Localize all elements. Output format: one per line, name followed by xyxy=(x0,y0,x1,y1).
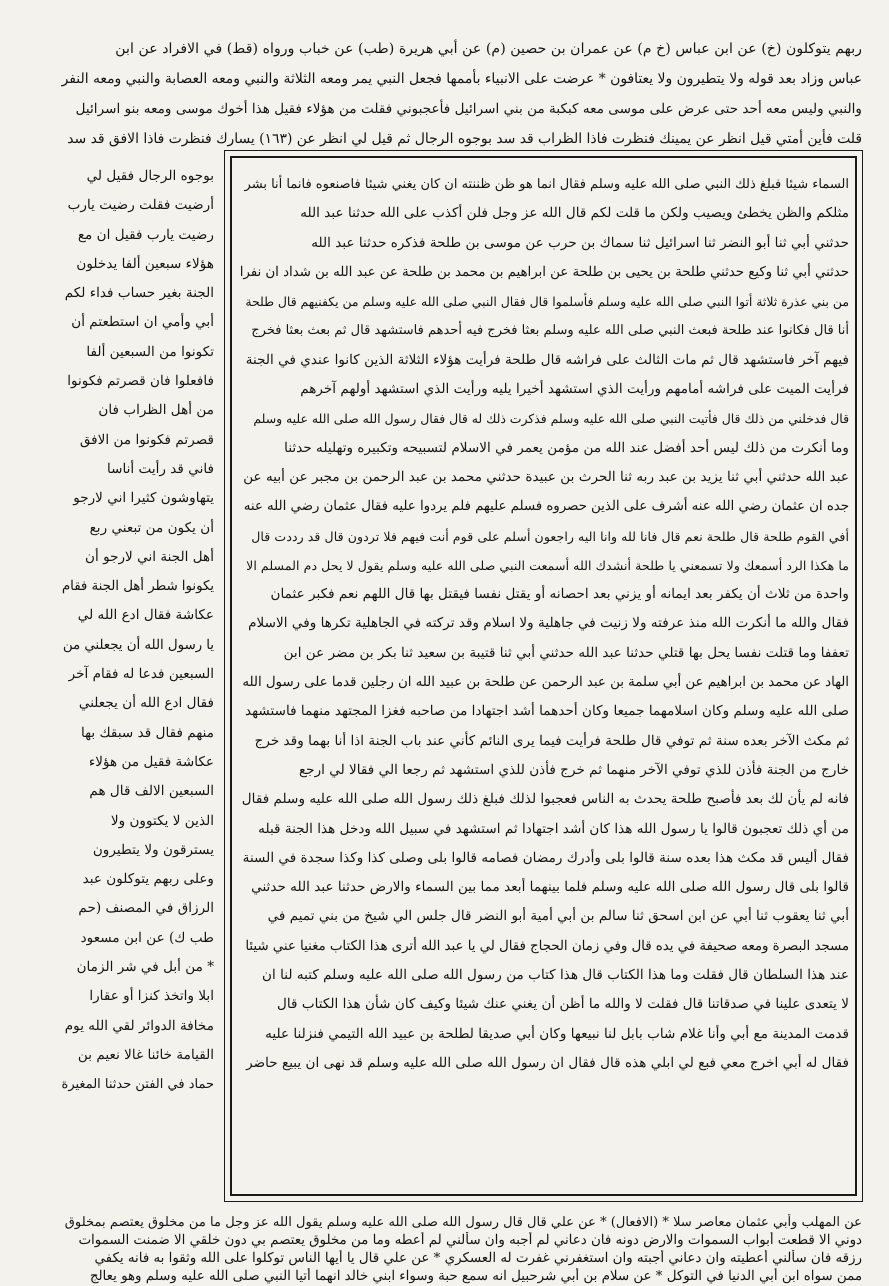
main-text-line: مسجد البصرة ومعه صحيفة في يده قال وفي زمان الحجاج فقال لي يا عبد الله أترى هذا الكتاب مغنيا عني شيئا xyxy=(245,938,849,954)
main-text-line: عند هذا السلطان قال فقلت وما هذا الكتاب قال هذا كتاب من رسول الله صلى الله عليه وسلم كتبه لنا ان xyxy=(262,967,849,984)
header-paragraph xyxy=(60,34,862,154)
main-text-line: عبد الله حدثني أبي ثنا يزيد بن عبد ربه ثنا الحرث بن عبيدة حدثني محمد بن عبد الرحمن بن مجبر عن أبيه عن xyxy=(243,468,849,485)
main-text-line: واحدة من ثلاث أن يكفر بعد ايمانه أو يزني بعد احصانه أو يقتل نفسا فيقتل بها قال اللهم نعم فكبر عثمان xyxy=(270,586,849,603)
margin-line: طب ك) عن ابن مسعود xyxy=(80,929,214,946)
footer-paragraph xyxy=(62,1214,862,1286)
margin-line: يتهاوشون كثيرا اني لارجو xyxy=(73,490,214,507)
main-text-line: جده ان عثمان رضي الله عنه أشرف على الذين حصروه فسلم عليهم فلم يردوا عليه فقال عثمان رضي الله عنه xyxy=(243,499,849,515)
margin-line: القيامة خائنا غالا نعيم بن xyxy=(77,1046,214,1063)
margin-line: السبعين فدعا له فقام آخر xyxy=(68,666,214,683)
main-text-line: قال فدخلني من ذلك قال فأتيت النبي صلى الله عليه وسلم فذكرت ذلك له قال فقال رسول الله صلى الله عليه وسلم xyxy=(253,411,849,427)
main-text-line: أبي ثنا يعقوب ثنا أبي عن ابن اسحق ثنا سالم بن أبي أمية أبو النضر قال جلس الي شيخ من بني تميم في xyxy=(267,908,849,925)
margin-line: الذين لا يكتوون ولا xyxy=(110,812,214,829)
margin-line: عكاشة فقال ادع الله لي xyxy=(77,607,214,624)
margin-line: أهل الجنة اني لارجو أن xyxy=(84,548,214,565)
margin-line: عكاشة فقيل من هؤلاء xyxy=(88,753,214,770)
main-text-line: فرأيت الميت على فراشه أمامهم ورأيت الذي استشهد أخيرا يليه ورأيت الذي استشهد أولهم آخرهم xyxy=(300,381,849,398)
margin-line: أرضيت فقلت رضيت يارب xyxy=(67,197,214,214)
margin-line: من أهل الظراب فان xyxy=(98,402,214,419)
margin-line: هؤلاء سبعين ألفا يدخلون xyxy=(76,255,214,272)
footer-line: عن المهلب وأبي عثمان معاصر سلا * (الافعال) * عن علي قال قال رسول الله صلى الله عليه وسلم يقول الله عز وجل ما من مخلوق يعتصم بمخلوق xyxy=(64,1215,862,1230)
main-text-line: ثم مكث الآخر بعده سنة ثم توفي قال طلحة فرأيت فيما يرى النائم كأني عند باب الجنة اذا أنا بهما وقد خرج xyxy=(254,732,849,749)
main-text-line: من أي ذلك تعجبون قالوا يا رسول الله هذا كان أشد اجتهادا ثم استشهد في سبيل الله ودخل هذا الجنة قبله xyxy=(258,820,849,837)
margin-line: الرزاق في المصنف (حم xyxy=(78,900,214,917)
main-text-line: فقال له أبي اخرج معي فبع لي ابلي هذه قال فقال ان رسول الله صلى الله عليه وسلم قد نهى ان يبيع حاضر xyxy=(246,1054,849,1071)
footer-line: رزقه فان سألني أعطيته وان دعاني أجبته وان استغفرني غفرت له العسكري * عن علي قال يا أيها الناس توكلوا على الله وثقوا به فانه يكفي xyxy=(94,1251,862,1266)
main-text-line: وما أنكرت من ذلك ليس أحد أفضل عند الله من مؤمن يعمر في الاسلام لتسبيحه وتكبيره وتهليله حدثنا xyxy=(284,439,849,456)
main-text-line: لا يتعدى علينا في صدقاتنا قال فقلت لا والله ما أظن أن يغني عنك شيئا وكيف كان شأن هذا الكتاب قال xyxy=(277,996,849,1013)
header-line: ربهم يتوكلون (خ) عن ابن عباس (خ م) عن عمران بن حصين (م) عن أبي هريرة (طب) عن خباب ورواه (قط) في الافراد عن ابن xyxy=(115,41,862,57)
footer-line: دوني الا قطعت أبواب السموات والارض دونه فان دعاني لم أجبه وان سألني لم أعطه وما من مخلوق يعتصم بي دون خلقي الا ضمنت السموات xyxy=(78,1233,862,1248)
margin-line: ابلا واتخذ كنزا أو عقارا xyxy=(89,988,214,1005)
main-text-line: فيهم آخر فاستشهد قال ثم مات الثالث على فراشه قال طلحة فرأيت هؤلاء الثلاثة الذين كانوا عندي في الجنة xyxy=(245,351,849,368)
main-text-line: السماء شيئا فبلغ ذلك النبي صلى الله عليه وسلم فقال انما هو ظن ظننته ان كان يغني شيئا فاصنعوه فانما أنا بشر xyxy=(244,177,849,192)
margin-line: مخافة الدوائر لقي الله يوم xyxy=(64,1017,214,1034)
margin-line: يا رسول الله أن يجعلني من xyxy=(62,637,214,653)
main-text-line: ما هكذا الرد أسمعك ولا تسمعني يا طلحة أنشدك الله أسمعت النبي صلى الله عليه وسلم يقول لا يحل دم المسلم الا xyxy=(246,557,849,573)
main-text-line: حدثني أبي ثنا أبو النضر ثنا اسرائيل ثنا سماك بن حرب عن موسى بن طلحة فذكره حدثنا عبد الله xyxy=(311,234,849,251)
margin-line: وعلى ربهم يتوكلون عبد xyxy=(82,871,214,888)
margin-line: يسترقون ولا يتطيرون xyxy=(92,841,214,858)
main-text-line: فقال أليس قد مكث هذا بعده سنة قالوا بلى وأدرك رمضان فصامه قالوا بلى وصلى كذا وكذا سجدة في السنة xyxy=(242,849,849,866)
margin-line: الجنة بغير حساب فداء لكم xyxy=(64,285,214,302)
margin-line: أن يكون من تبعني ربع xyxy=(89,519,214,536)
main-text-line: قالوا بلى قال رسول الله صلى الله عليه وسلم فلما بينهما أبعد مما بين السماء والارض حدثنا عبد الله حدثني xyxy=(251,879,849,896)
margin-line: حماد في الفتن حدثنا المغيرة xyxy=(62,1077,214,1093)
margin-line: فاني قد رأيت أناسا xyxy=(106,460,214,477)
main-text-line: صلى الله عليه وسلم وكان اسلامهما جميعا وكان أحدهما أشد اجتهادا من صاحبه فغزا المجتهد منهما فاستشهد xyxy=(244,703,849,720)
main-text-line: فقال والله ما أنكرت الله منذ عرفته ولا زنيت في جاهلية ولا اسلام وقد تركته في الجاهلية تكرها وفي الاسلام xyxy=(248,615,849,632)
main-text-line: الهاد عن محمد بن ابراهيم عن أبي سلمة بن عبد الرحمن عن طلحة بن عبيد الله ان رجلين قدما على رسول الله xyxy=(242,675,849,691)
main-text-line: خارج من الجنة فأذن للذي توفي الآخر منهما ثم خرج فأذن للذي استشهد ثم رجعا الي فقالا لي ارجع xyxy=(298,761,849,778)
margin-line: فافعلوا فان قصرتم فكونوا xyxy=(67,373,214,390)
main-text-line: من بني عذرة ثلاثة أتوا النبي صلى الله عليه وسلم فأسلموا قال فقال النبي صلى الله عليه وسلم من يكفنيهم قال طلحة xyxy=(245,294,849,310)
main-text-body xyxy=(240,170,849,1078)
header-line: عباس وزاد بعد قوله ولا يتطيرون ولا يعتافون * عرضت على الانبياء بأممها فجعل النبي يمر ومعه الثلاثة والنبي ومعه العصابة والنبي ومعه النفر xyxy=(61,71,862,87)
margin-line: أبي وأمي ان استطعتم أن xyxy=(71,314,214,331)
main-text-line: حدثني أبي ثنا وكيع حدثني طلحة بن يحيى بن طلحة عن ابراهيم بن محمد بن طلحة عن عبد الله بن شداد ان نفرا xyxy=(240,264,849,280)
header-line: قلت فأين أمتي قيل انظر عن يمينك فنظرت فاذا الظراب قد سد بوجوه الرجال ثم قيل لي انظر عن (١٦٣) يسارك فنظرت فاذا الافق قد سد xyxy=(67,131,862,147)
margin-line: فقال ادع الله أن يجعلني xyxy=(78,695,214,712)
main-text-line: تعففا وما قتلت نفسا يحل بها قتلي حدثنا عبد الله حدثني أبي ثنا قتيبة بن سعيد ثنا بكر بن مضر عن ابن xyxy=(283,644,849,661)
main-text-line: فانه لم يأن لك بعد فأصبح طلحة يحدث به الناس فعجبوا لذلك فبلغ ذلك رسول الله صلى الله عليه وسلم فقال xyxy=(241,791,849,808)
footer-line: ممن سواه ابن أبي الدنيا في التوكل * عن سلام بن أبي شرحبيل انه سمع حبة وسواء ابني خالد انهما أتيا النبي صلى الله عليه وسلم وهو يعالج xyxy=(89,1269,862,1284)
header-line: والنبي وليس معه أحد حتى عرض على موسى معه كبكبة من بني اسرائيل فأعجبوني فقلت من هؤلاء فقيل هذا أخوك موسى ومعه بنو اسرائيل xyxy=(75,101,862,117)
margin-line: رضيت يارب فقيل ان مع xyxy=(77,226,214,243)
main-text-line: مثلكم والظن يخطئ ويصيب ولكن ما قلت لكم قال الله عز وجل فلن أكذب على الله حدثنا عبد الله xyxy=(300,205,849,222)
margin-line: قصرتم فكونوا من الافق xyxy=(79,431,214,448)
margin-line: السبعين الالف قال هم xyxy=(89,783,214,800)
margin-line: تكونوا من السبعين ألفا xyxy=(86,343,214,360)
margin-commentary xyxy=(62,162,214,1100)
main-text-line: أفي القوم طلحة قال طلحة نعم قال فانا لله وانا اليه راجعون أسلم على قوم أنت فيهم فلا تردون قال قد رددت قال xyxy=(251,528,849,544)
margin-line: بوجوه الرجال فقيل لي xyxy=(86,168,214,184)
main-text-line: أنا قال فكانوا عند طلحة فبعث النبي صلى الله عليه وسلم بعثا فخرج فيه أحدهم فاستشهد قال ثم بعث بعثا فخرج xyxy=(251,323,849,339)
margin-line: منهم فقال قد سبقك بها xyxy=(80,724,214,741)
main-text-line: قدمت المدينة مع أبي وأنا غلام شاب بابل لنا نبيعها وكان أبي صديقا لطلحة بن عبيد الله التيمي فنزلنا عليه xyxy=(265,1025,849,1042)
margin-line: يكونوا شطر أهل الجنة فقام xyxy=(62,579,214,595)
margin-line: * من أبل في شر الزمان xyxy=(76,959,214,976)
